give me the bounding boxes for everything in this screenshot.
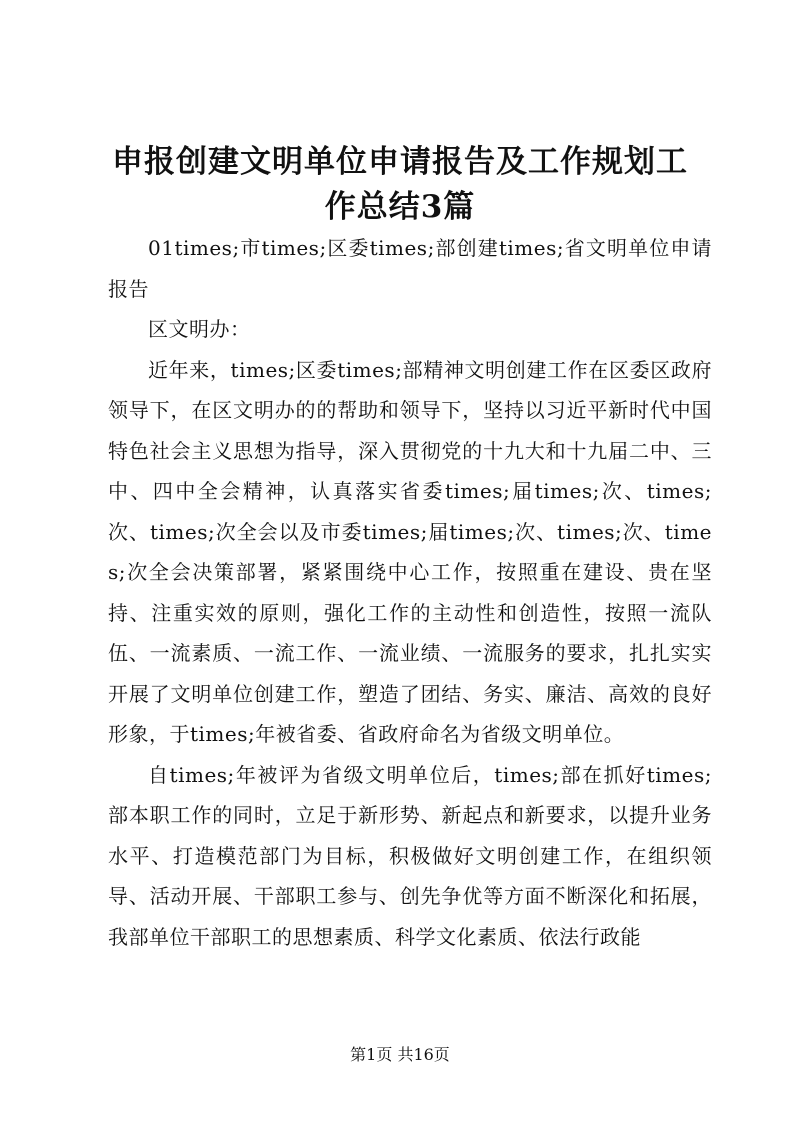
- paragraph-salutation: 区文明办：: [148, 317, 251, 341]
- page-footer: 第1页 共16页: [350, 1045, 450, 1064]
- paragraph-progress: 自times;年被评为省级文明单位后，times;部在抓好times;部本职工作的同时，立足于新形势、新起点和新要求，以提升业务水平、打造模范部门为目标，积极做好文明创建工作，在组织领导、活动开展、干部职工参与、创先争优等方面不断深化和拓展，我部单位干部职工的思想素质、科学文化素质、依法行政能: [108, 762, 712, 949]
- document-title: 申报创建文明单位申请报告及工作规划工作总结3篇: [112, 144, 688, 225]
- paragraph-heading: 01times;市times;区委times;部创建times;省文明单位申请报告: [108, 236, 712, 301]
- paragraph-intro: 近年来，times;区委times;部精神文明创建工作在区委区政府领导下，在区文明办的的帮助和领导下，坚持以习近平新时代中国特色社会主义思想为指导，深入贯彻党的十九大和十九届二中、三中、四中全会精神，认真落实省委times;届times;次、times;次、times;次全会以及市委times;届times;次、times;次、times;次全会决策部署，紧紧围绕中心工作，按照重在建设、贵在坚持、注重实效的原则，强化工作的主动性和创造性，按照一流队伍、一流素质、一流工作、一流业绩、一流服务的要求，扎扎实实开展了文明单位创建工作，塑造了团结、务实、廉洁、高效的良好形象，于times;年被省委、省政府命名为省级文明单位。: [108, 357, 712, 746]
- document-body: [108, 228, 712, 957]
